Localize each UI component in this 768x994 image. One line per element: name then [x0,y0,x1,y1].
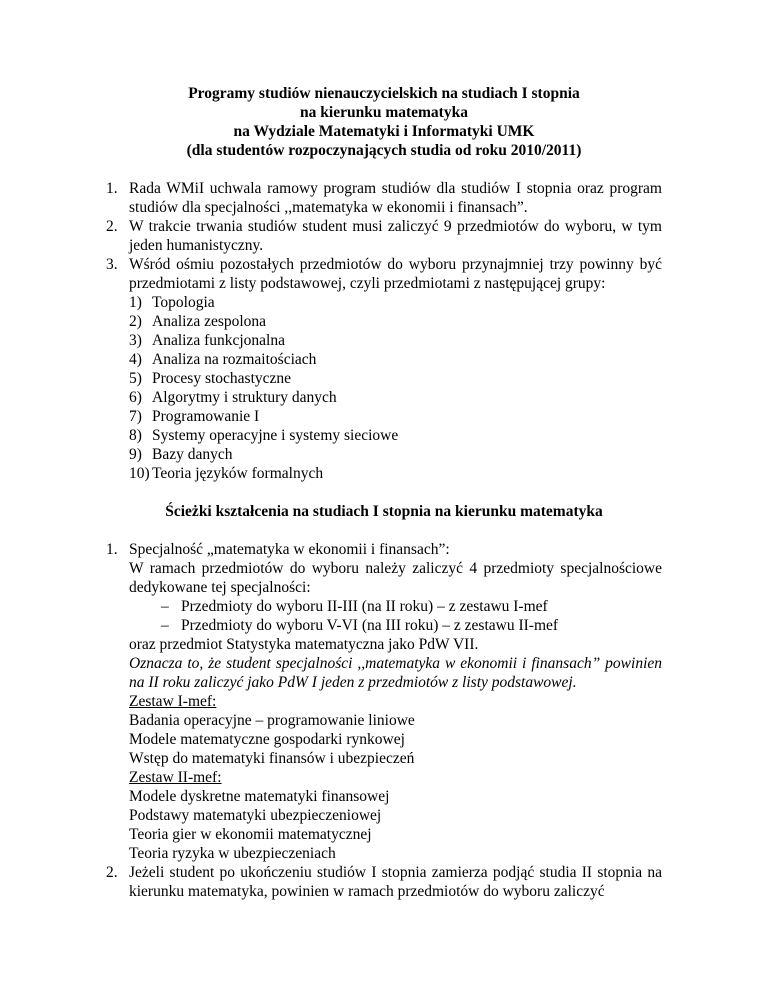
rule-text: Wśród ośmiu pozostałych przedmiotów do wyboru przynajmniej trzy powinny być przedmiotami z listy podstawowej, czyli przedmiotami z następującej grupy: [129,256,662,292]
item-text: Algorytmy i struktury danych [152,389,337,406]
item-number: 3) [129,332,142,349]
list-item [129,312,662,331]
list-item [129,293,662,312]
document-title [106,84,662,160]
dash-item-text: Przedmioty do wyboru II-III (na II roku) – z zestawu I-mef [181,598,548,615]
set2-item: Teoria gier w ekonomii matematycznej [129,826,372,843]
item-number: 8) [129,427,142,444]
basic-subjects-list [129,293,662,483]
dash-item-text: Przedmioty do wyboru V-VI (na III roku) – z zestawu II-mef [181,617,559,634]
set1-item: Badania operacyjne – programowanie liniowe [129,712,415,729]
title-line-4: (dla studentów rozpoczynających studia od roku 2010/2011) [186,142,582,159]
list-item [129,445,662,464]
title-line-2: na kierunku matematyka [300,104,468,121]
item-number: 4) [129,351,142,368]
title-line-1: Programy studiów nienauczycielskich na studiach I stopnia [188,85,580,102]
item-text: Procesy stochastyczne [152,370,292,387]
item-number: 6) [129,389,142,406]
list-item [129,350,662,369]
item-text: Analiza funkcjonalna [152,332,285,349]
path-note: Oznacza to, że student specjalności ,,matematyka w ekonomii i finansach” powinien na II roku zaliczyć jako PdW I jeden z przedmiotów z listy podstawowej. [129,655,662,691]
set2-item: Modele dyskretne matematyki finansowej [129,788,390,805]
dash-bullet: – [161,598,169,615]
item-text: Bazy danych [152,446,233,463]
set1-label: Zestaw I-mef: [129,693,217,710]
item-number: 2) [129,313,142,330]
path-number: 1. [106,541,118,558]
item-number: 1) [129,294,142,311]
section-title: Ścieżki kształcenia na studiach I stopnia na kierunku matematyka [165,503,603,520]
item-text: Teoria języków formalnych [152,465,324,482]
item-text: Analiza zespolona [152,313,267,330]
path-heading: Specjalność „matematyka w ekonomii i finansach”: [129,541,450,558]
rules-list [106,179,662,483]
path-item [106,863,662,901]
set2-item: Podstawy matematyki ubezpieczeniowej [129,807,382,824]
item-number: 5) [129,370,142,387]
path-number: 2. [106,864,118,881]
dash-list [129,597,662,635]
item-text: Analiza na rozmaitościach [152,351,317,368]
set1-item: Wstęp do matematyki finansów i ubezpieczeń [129,750,415,767]
path-after: oraz przedmiot Statystyka matematyczna jako PdW VII. [129,636,479,653]
rule-item [106,255,662,483]
path-text: Jeżeli student po ukończeniu studiów I stopnia zamierza podjąć studia II stopnia na kierunku matematyka, powinien w ramach przedmiotów do wyboru zaliczyć [129,864,662,900]
rule-number: 1. [106,180,118,197]
item-text: Topologia [152,294,215,311]
rule-item [106,179,662,217]
rule-text: W trakcie trwania studiów student musi zaliczyć 9 przedmiotów do wyboru, w tym jeden humanistyczny. [129,218,662,254]
set2-label: Zestaw II-mef: [129,769,222,786]
title-line-3: na Wydziale Matematyki i Informatyki UMK [233,123,535,140]
item-number: 7) [129,408,142,425]
dash-bullet: – [161,617,169,634]
list-item [129,464,662,483]
rule-number: 2. [106,218,118,235]
list-item [129,407,662,426]
rule-text: Rada WMiI uchwala ramowy program studiów dla studiów I stopnia oraz program studiów dla specjalności ,,matematyka w ekonomii i finansach”. [129,180,662,216]
rule-number: 3. [106,256,118,273]
item-text: Programowanie I [152,408,260,425]
list-item [129,426,662,445]
rule-item [106,217,662,255]
list-item [129,331,662,350]
set1-item: Modele matematyczne gospodarki rynkowej [129,731,405,748]
list-item [129,369,662,388]
dash-item [161,597,662,616]
dash-item [161,616,662,635]
paths-list [106,540,662,901]
path-item [106,540,662,863]
document-page [106,84,662,901]
list-item [129,388,662,407]
set2-item: Teoria ryzyka w ubezpieczeniach [129,845,336,862]
item-text: Systemy operacyjne i systemy sieciowe [152,427,399,444]
item-number: 10) [129,465,150,482]
path-intro: W ramach przedmiotów do wyboru należy zaliczyć 4 przedmioty specjalnościowe dedykowane tej specjalności: [129,560,662,596]
item-number: 9) [129,446,142,463]
